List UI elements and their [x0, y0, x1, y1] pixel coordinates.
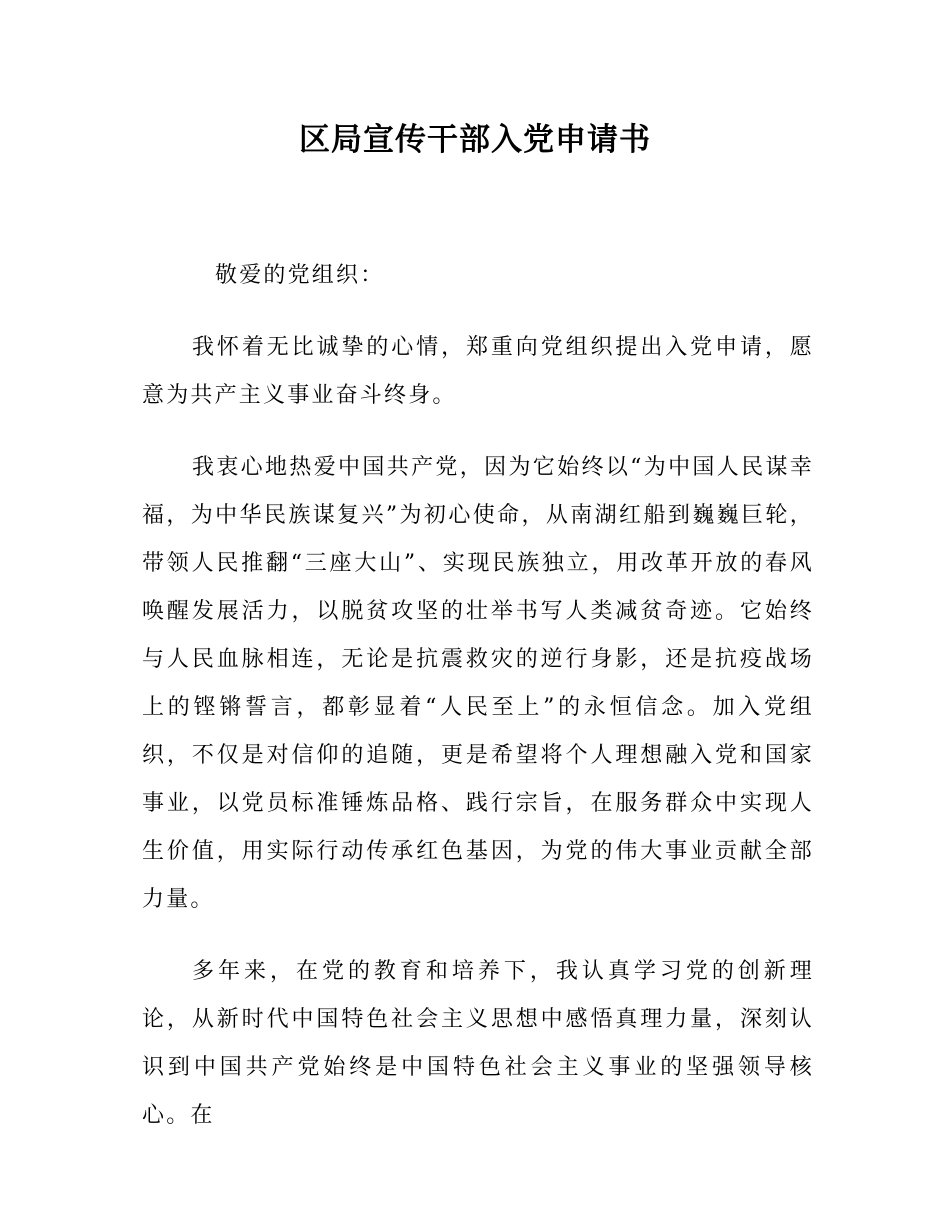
paragraph-study: 多年来，在党的教育和培养下，我认真学习党的创新理论，从新时代中国特色社会主义思想中感悟真理力量，深刻认识到中国共产党始终是中国特色社会主义事业的坚强领导核心。在: [142, 959, 814, 1128]
document-title: 区局宣传干部入党申请书: [299, 122, 651, 158]
salutation: 敬爱的党组织：: [215, 263, 385, 288]
paragraph-love-for-party: 我衷心地热爱中国共产党，因为它始终以“为中国人民谋幸福，为中华民族谋复兴”为初心使命，从南湖红船到巍巍巨轮，带领人民推翻“三座大山”、实现民族独立，用改革开放的春风唤醒发展活力，以脱贫攻坚的壮举书写人类减贫奇迹。它始终与人民血脉相连，无论是抗震救灾的逆行身影，还是抗疫战场上的铿锵誓言，都彰显着“人民至上”的永恒信念。加入党组织，不仅是对信仰的追随，更是希望将个人理想融入党和国家事业，以党员标准锤炼品格、践行宗旨，在服务群众中实现人生价值，用实际行动传承红色基因，为党的伟大事业贡献全部力量。: [142, 455, 814, 912]
letter-body: [142, 252, 814, 1164]
paragraph-intro: 我怀着无比诚挚的心情，郑重向党组织提出入党申请，愿意为共产主义事业奋斗终身。: [142, 335, 814, 408]
